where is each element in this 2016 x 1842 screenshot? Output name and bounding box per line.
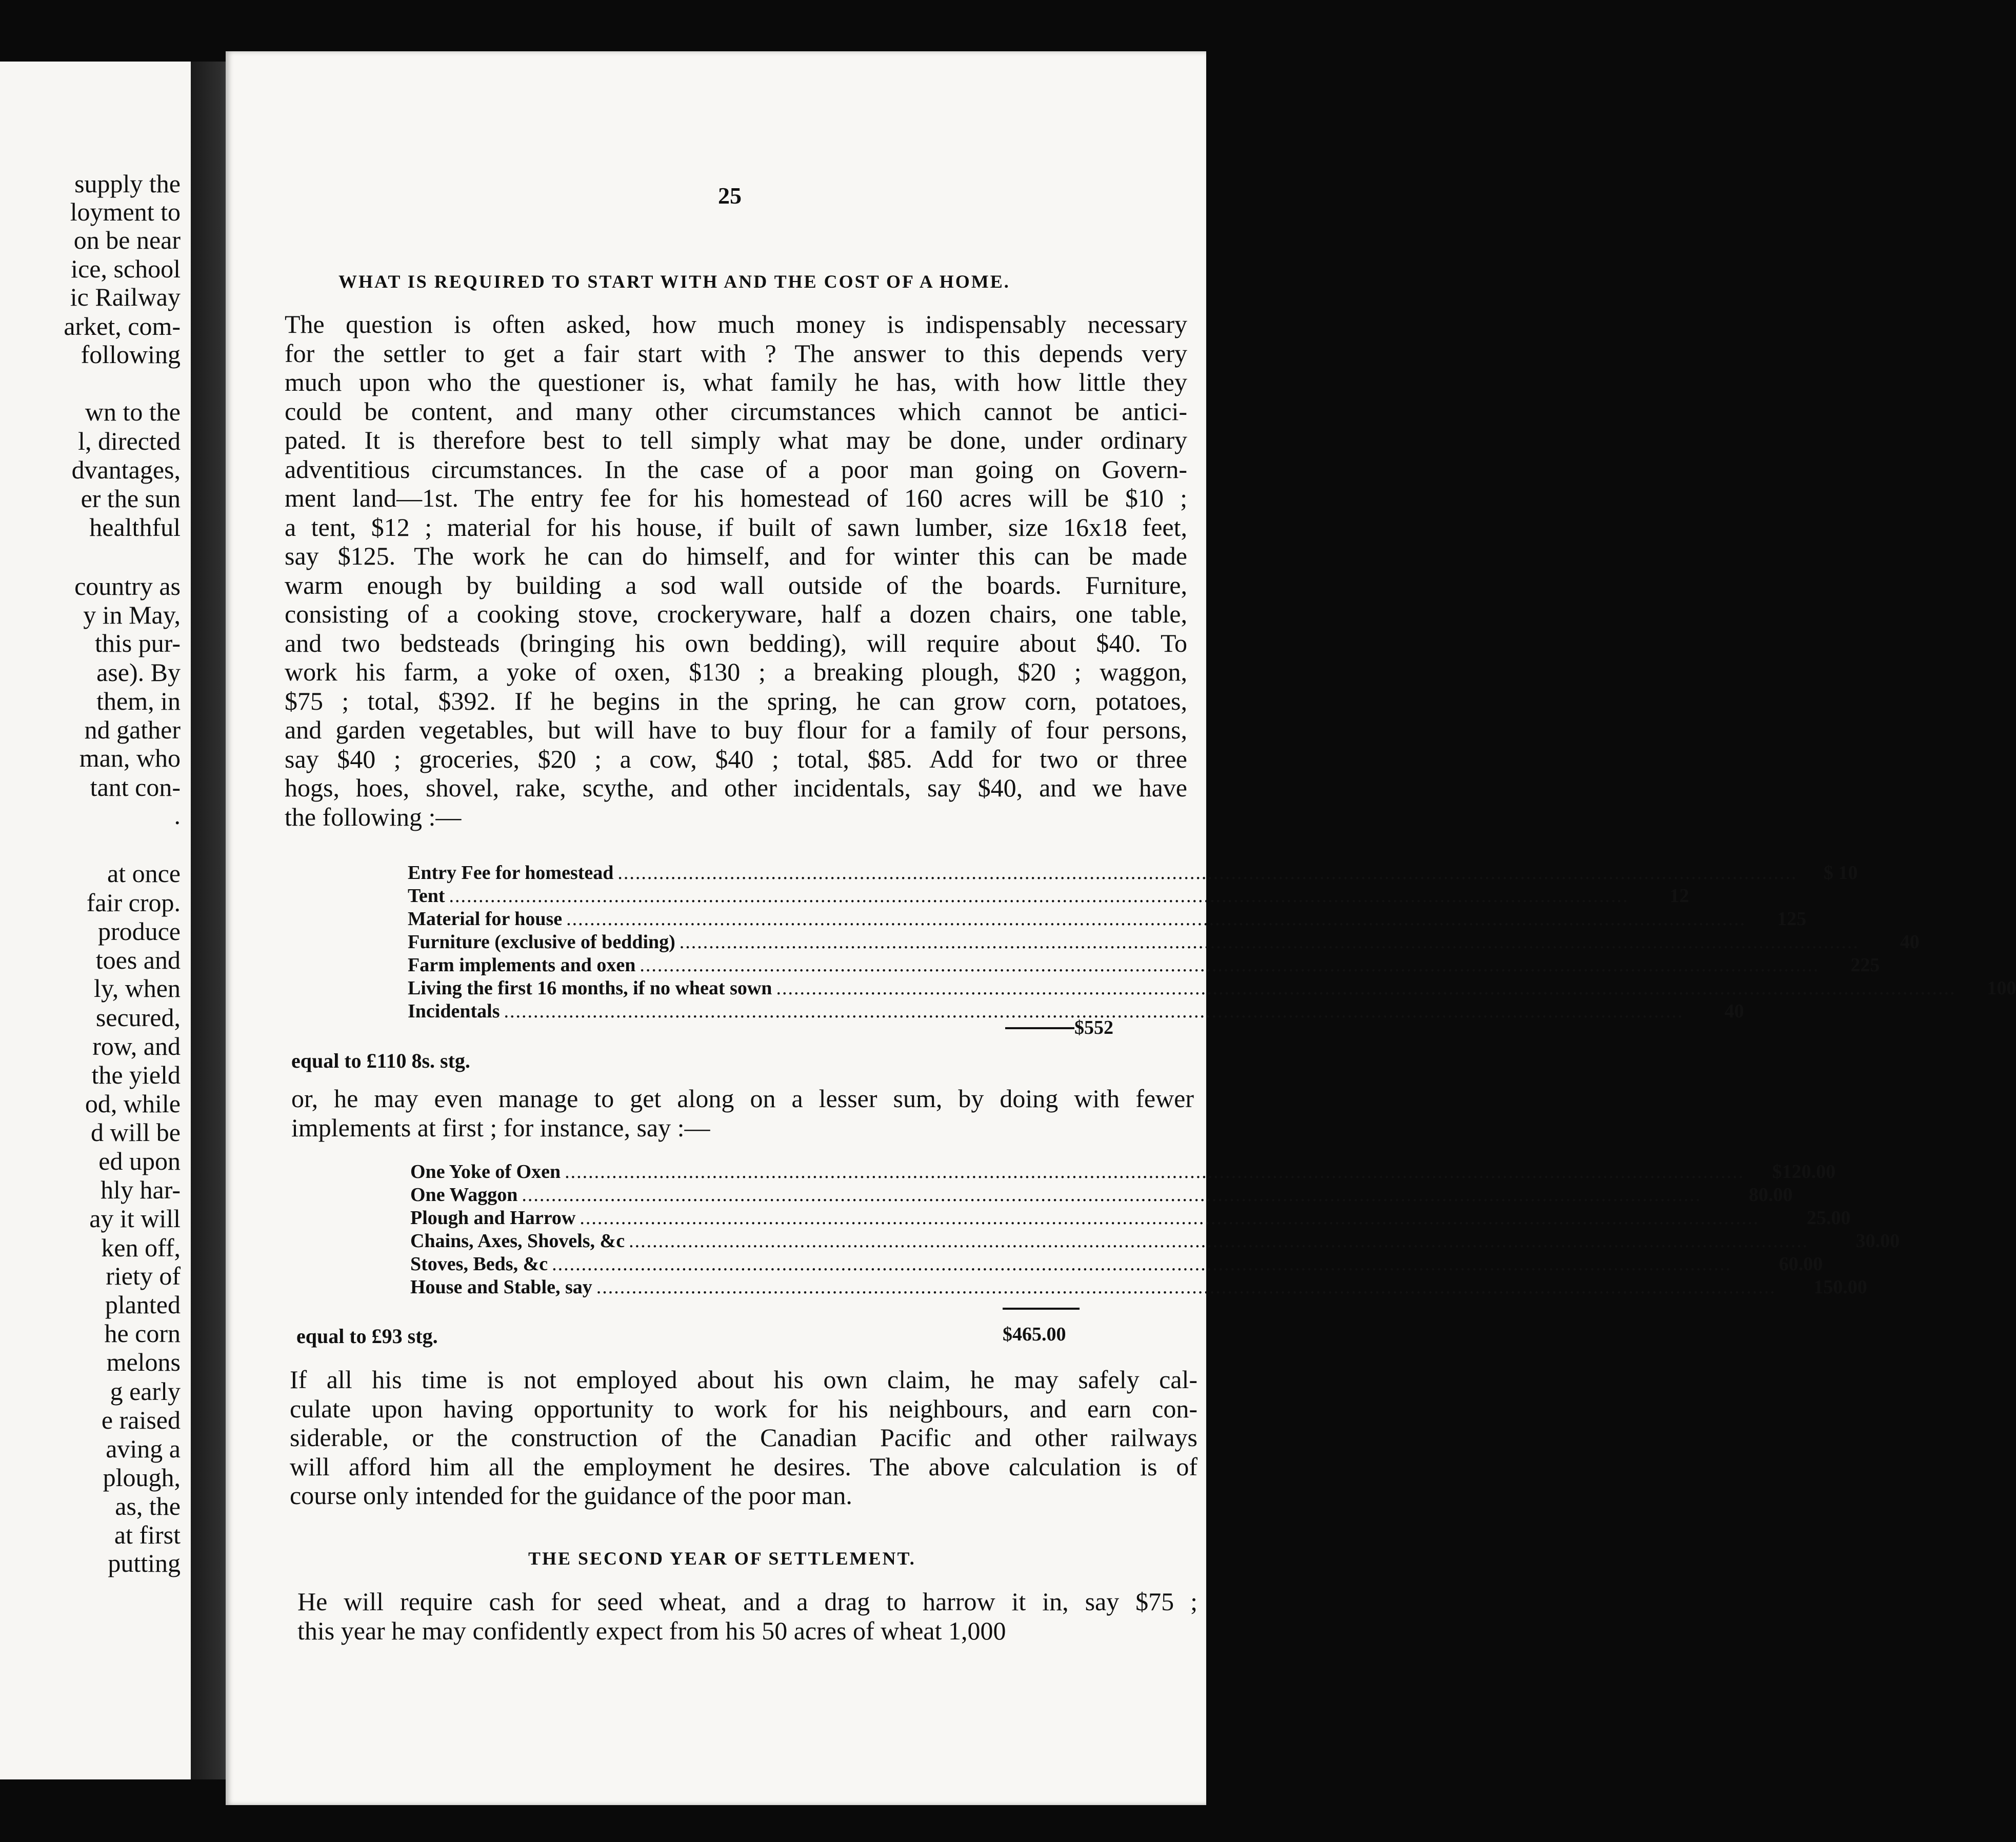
left-page-line: ken off,	[101, 1233, 181, 1262]
left-page-line: tant con-	[90, 773, 181, 802]
table-row	[408, 1000, 1744, 1023]
leader-dots: ........................................................................................................................................................................................................	[522, 1184, 1702, 1206]
table-row	[408, 862, 1858, 885]
left-page-line: d will be	[91, 1118, 181, 1147]
leader-dots: ........................................................................................................................................................................................................	[617, 862, 1798, 884]
text-line: $75 ; total, $392. If he begins in the spring, he can grow corn, potatoes,	[285, 686, 1187, 715]
row-amount: $120.00	[1772, 1161, 1836, 1183]
table2-total: $465.00	[1003, 1324, 1066, 1345]
row-label: One Waggon	[410, 1184, 518, 1206]
left-page-line: ay it will	[89, 1204, 181, 1233]
left-page-line: fair crop.	[86, 888, 181, 917]
row-amount: 25.00	[1806, 1207, 1851, 1229]
left-page-line: planted	[105, 1290, 181, 1319]
paragraph-3	[290, 1365, 1197, 1510]
text-line: siderable, or the construction of the Canadian Pacific and other railways	[290, 1423, 1197, 1452]
text-line: The question is often asked, how much money is indispensably necessary	[285, 310, 1187, 338]
paragraph-4	[297, 1587, 1197, 1645]
cost-table-2	[410, 1160, 1900, 1299]
left-page-line: ic Railway	[70, 283, 181, 311]
row-amount: 100	[1987, 977, 2016, 999]
left-page-line: wn to the	[85, 397, 181, 426]
text-line: and two bedsteads (bringing his own bedding), will require about $40. To	[285, 628, 1187, 657]
row-amount: 80.00	[1748, 1184, 1793, 1206]
text-line: or, he may even manage to get along on a lesser sum, by doing with fewer	[291, 1084, 1194, 1113]
left-page-line: at once	[107, 859, 181, 888]
left-page-line: putting	[108, 1549, 181, 1577]
left-page-line: y in May,	[83, 600, 181, 629]
table2-total-rule	[1003, 1308, 1080, 1310]
left-page-line: aving a	[106, 1434, 181, 1463]
row-amount: 60.00	[1779, 1253, 1823, 1275]
text-line: much upon who the questioner is, what family he has, with how little they	[285, 368, 1187, 396]
left-page-line: nd gather	[84, 715, 181, 744]
left-page-line: on be near	[73, 226, 181, 254]
leader-dots: ........................................................................................................................................................................................................	[580, 1207, 1760, 1229]
left-page-line: man, who	[79, 744, 181, 772]
left-page-line: riety of	[106, 1262, 181, 1290]
row-amount: 40	[1724, 1000, 1744, 1022]
left-page-line: them, in	[96, 687, 181, 715]
table-row	[410, 1230, 1900, 1253]
row-label: Farm implements and oxen	[408, 954, 636, 976]
left-page-line: row, and	[92, 1032, 181, 1060]
row-amount: 12	[1669, 885, 1689, 907]
paragraph-1	[285, 310, 1187, 831]
leader-dots: ........................................................................................................................................................................................................	[504, 1000, 1684, 1022]
row-label: Incidentals	[408, 1000, 500, 1022]
left-page-line: the yield	[91, 1060, 181, 1089]
row-amount: $ 10	[1823, 862, 1858, 884]
row-label: Material for house	[408, 908, 563, 930]
table1-total: $552	[1074, 1017, 1113, 1038]
paragraph-2	[291, 1084, 1194, 1142]
table-row	[410, 1207, 1851, 1230]
left-page-line: loyment to	[70, 197, 181, 226]
table-row	[410, 1160, 1836, 1184]
text-line: course only intended for the guidance of the poor man.	[290, 1481, 852, 1510]
left-page-line: country as	[74, 572, 181, 600]
text-line: hogs, hoes, shovel, rake, scythe, and other incidentals, say $40, and we have	[285, 773, 1187, 802]
table1-total-rule	[1005, 1027, 1074, 1029]
leader-dots: ........................................................................................................................................................................................................	[596, 1276, 1776, 1298]
row-label: Living the first 16 months, if no wheat sown	[408, 977, 772, 999]
text-line: He will require cash for seed wheat, and a drag to harrow it in, say $75 ;	[297, 1587, 1197, 1616]
text-line: for the settler to get a fair start with ? The answer to this depends very	[285, 338, 1187, 368]
text-line: this year he may confidently expect from his 50 acres of wheat 1,000	[297, 1616, 1006, 1645]
row-label: House and Stable, say	[410, 1276, 592, 1298]
left-page-line: this pur-	[94, 629, 181, 657]
leader-dots: ........................................................................................................................................................................................................	[679, 931, 1859, 953]
row-label: Stoves, Beds, &c	[410, 1253, 548, 1275]
text-line: warm enough by building a sod wall outside of the boards. Furniture,	[285, 570, 1187, 599]
row-label: Plough and Harrow	[410, 1207, 576, 1229]
row-label: Furniture (exclusive of bedding)	[408, 931, 675, 953]
text-line: work his farm, a yoke of oxen, $130 ; a breaking plough, $20 ; waggon,	[285, 657, 1187, 686]
left-page-line: .	[174, 801, 181, 830]
text-line: implements at first ; for instance, say :—	[291, 1113, 710, 1142]
section-heading-2: THE SECOND YEAR OF SETTLEMENT.	[528, 1548, 916, 1569]
left-page-line: supply the	[74, 169, 181, 198]
section-heading: WHAT IS REQUIRED TO START WITH AND THE COST OF A HOME.	[338, 271, 1010, 292]
left-page-line: ed upon	[98, 1147, 181, 1175]
text-line: and garden vegetables, but will have to buy flour for a family of four persons,	[285, 715, 1187, 744]
left-page-line: l, directed	[78, 427, 181, 455]
left-page-line: toes and	[95, 946, 181, 974]
left-page-line: er the sun	[81, 484, 181, 513]
cost-table-1	[408, 862, 2016, 1023]
leader-dots: ........................................................................................................................................................................................................	[552, 1253, 1732, 1275]
left-page-line: e raised	[101, 1406, 181, 1434]
left-page-line: following	[81, 340, 181, 369]
left-page-line: dvantages,	[71, 455, 181, 484]
table-row	[408, 885, 1689, 908]
left-page-line: ice, school	[71, 254, 181, 283]
table-row	[408, 954, 1880, 977]
row-amount: 125	[1777, 908, 1807, 930]
text-line: consisting of a cooking stove, crockeryware, half a dozen chairs, one table,	[285, 599, 1187, 628]
text-line: the following :—	[285, 802, 462, 831]
text-line: say $40 ; groceries, $20 ; a cow, $40 ; total, $85. Add for two or three	[285, 744, 1187, 773]
text-line: ment land—1st. The entry fee for his homestead of 160 acres will be $10 ;	[285, 484, 1187, 512]
row-label: Chains, Axes, Shovels, &c	[410, 1230, 625, 1252]
row-amount: 150.00	[1813, 1276, 1867, 1298]
text-line: could be content, and many other circumstances which cannot be antici-	[285, 396, 1187, 426]
left-page-line: secured,	[95, 1003, 181, 1032]
left-page-line: at first	[114, 1520, 181, 1549]
page-number: 25	[718, 183, 742, 209]
leader-dots: ........................................................................................................................................................................................................	[566, 908, 1746, 930]
text-line: will afford him all the employment he desires. The above calculation is of	[290, 1452, 1197, 1481]
table-row	[410, 1253, 1823, 1276]
row-amount: 225	[1850, 954, 1880, 976]
left-page-line: hly har-	[101, 1175, 181, 1204]
left-page-line: ly, when	[94, 974, 181, 1003]
leader-dots: ........................................................................................................................................................................................................	[640, 954, 1820, 976]
text-line: a tent, $12 ; material for his house, if built of sawn lumber, size 16x18 feet,	[285, 512, 1187, 542]
left-facing-page	[0, 62, 191, 1779]
leader-dots: ........................................................................................................................................................................................................	[629, 1230, 1809, 1252]
text-line: If all his time is not employed about his own claim, he may safely cal-	[290, 1365, 1197, 1394]
left-page-line: arket, com-	[64, 312, 181, 341]
table-row	[410, 1184, 1793, 1207]
left-page-line: he corn	[104, 1319, 181, 1348]
equal-sterling-2: equal to £93 stg.	[296, 1325, 438, 1348]
left-page-line: melons	[106, 1348, 181, 1376]
text-line: adventitious circumstances. In the case of a poor man going on Govern-	[285, 454, 1187, 484]
left-page-line: g early	[110, 1377, 181, 1406]
table-row	[408, 931, 1920, 954]
leader-dots: ........................................................................................................................................................................................................	[776, 977, 1956, 999]
left-page-line: plough,	[103, 1463, 181, 1492]
left-page-line: od, while	[85, 1089, 181, 1118]
row-amount: 40	[1900, 931, 1920, 953]
equal-sterling-1: equal to £110 8s. stg.	[291, 1049, 470, 1072]
row-label: Tent	[408, 885, 445, 907]
left-page-line: ase). By	[96, 658, 181, 687]
text-line: culate upon having opportunity to work for his neighbours, and earn con-	[290, 1394, 1197, 1423]
table-row	[410, 1276, 1867, 1299]
leader-dots: ........................................................................................................................................................................................................	[449, 885, 1629, 907]
left-page-line: as, the	[115, 1492, 181, 1520]
text-line: say $125. The work he can do himself, and for winter this can be made	[285, 542, 1187, 570]
table-row	[408, 977, 2016, 1000]
row-amount: 30.00	[1855, 1230, 1900, 1252]
left-page-line: produce	[97, 917, 181, 946]
left-page-line: healthful	[89, 513, 181, 542]
table-row	[408, 908, 1807, 931]
text-line: pated. It is therefore best to tell simply what may be done, under ordinary	[285, 426, 1187, 454]
row-label: Entry Fee for homestead	[408, 862, 614, 884]
row-label: One Yoke of Oxen	[410, 1161, 561, 1183]
leader-dots: ........................................................................................................................................................................................................	[565, 1161, 1745, 1183]
